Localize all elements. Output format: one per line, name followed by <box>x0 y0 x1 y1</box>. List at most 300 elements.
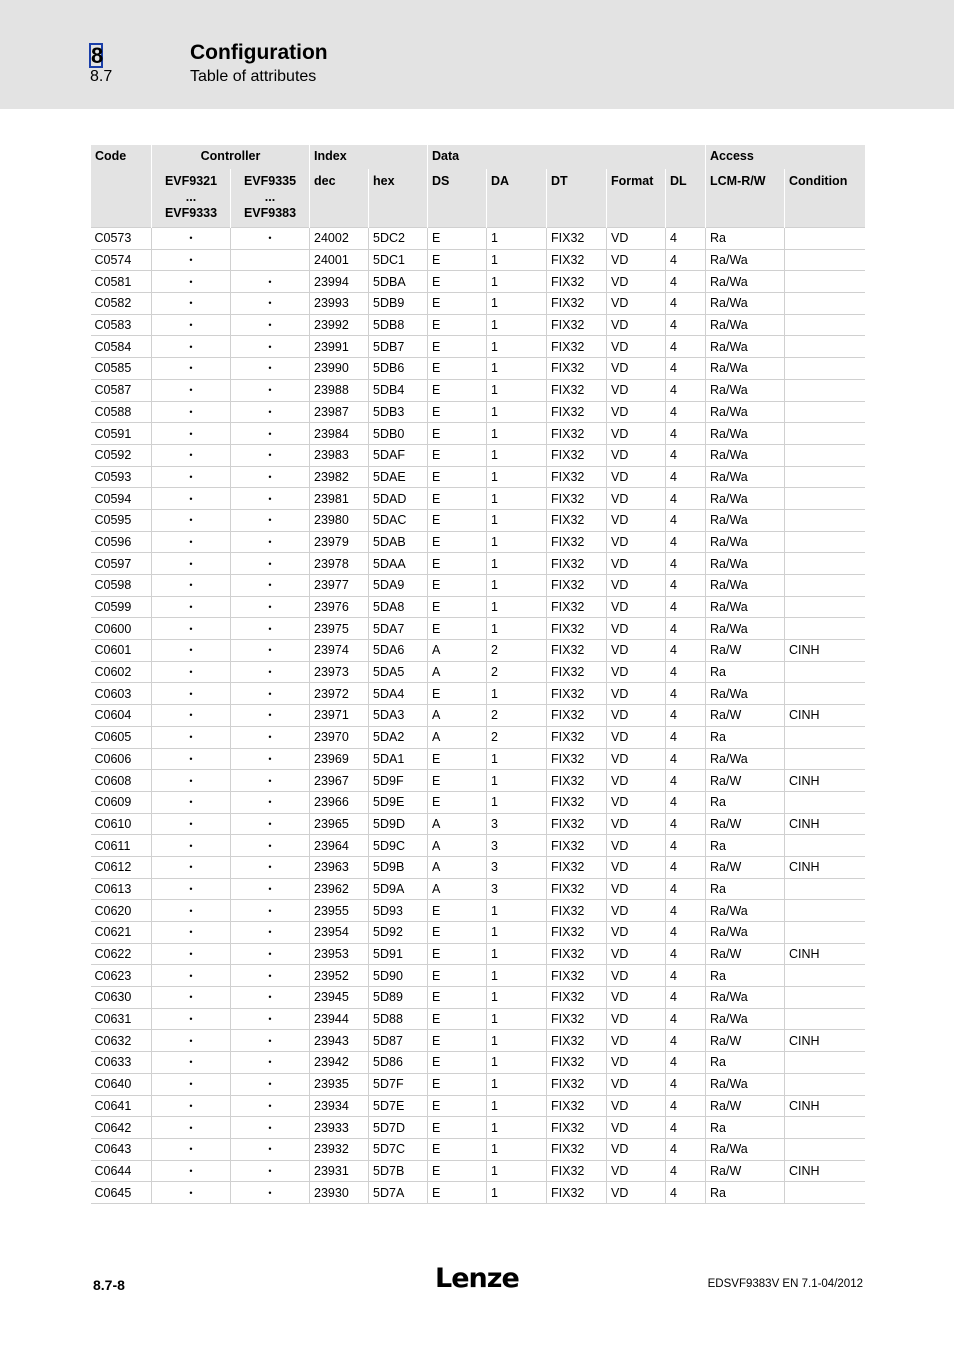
cell-format: VD <box>607 314 666 336</box>
header-hex: hex <box>369 169 428 228</box>
cell-da: 1 <box>487 271 547 293</box>
header-da: DA <box>487 169 547 228</box>
cell-hex: 5D7E <box>369 1095 428 1117</box>
cell-format: VD <box>607 575 666 597</box>
cell-da: 3 <box>487 856 547 878</box>
cell-da: 2 <box>487 661 547 683</box>
cell-format: VD <box>607 640 666 662</box>
cell-condition <box>785 401 865 423</box>
cell-code: C0594 <box>91 488 152 510</box>
cell-dl: 4 <box>666 813 706 835</box>
cell-format: VD <box>607 509 666 531</box>
cell-evf9335: • <box>231 856 310 878</box>
cell-evf9321: • <box>152 770 231 792</box>
cell-lcm: Ra/Wa <box>706 293 785 315</box>
cell-lcm: Ra/Wa <box>706 683 785 705</box>
cell-dt: FIX32 <box>547 466 607 488</box>
cell-ds: E <box>428 401 487 423</box>
header-dt: DT <box>547 169 607 228</box>
cell-da: 1 <box>487 943 547 965</box>
cell-hex: 5DA3 <box>369 705 428 727</box>
cell-dt: FIX32 <box>547 596 607 618</box>
cell-hex: 5DAD <box>369 488 428 510</box>
table-row <box>91 509 865 531</box>
table-row <box>91 618 865 640</box>
cell-code: C0643 <box>91 1138 152 1160</box>
cell-condition: CINH <box>785 813 865 835</box>
cell-format: VD <box>607 1008 666 1030</box>
table-row <box>91 553 865 575</box>
cell-ds: E <box>428 770 487 792</box>
cell-evf9321: • <box>152 314 231 336</box>
cell-evf9321: • <box>152 1138 231 1160</box>
cell-dt: FIX32 <box>547 965 607 987</box>
cell-evf9321: • <box>152 293 231 315</box>
cell-code: C0583 <box>91 314 152 336</box>
cell-evf9321: • <box>152 358 231 380</box>
cell-dl: 4 <box>666 1052 706 1074</box>
cell-format: VD <box>607 249 666 271</box>
cell-evf9321: • <box>152 553 231 575</box>
cell-dec: 23983 <box>310 444 369 466</box>
table-row <box>91 813 865 835</box>
cell-evf9335: • <box>231 336 310 358</box>
cell-hex: 5D9B <box>369 856 428 878</box>
cell-format: VD <box>607 943 666 965</box>
cell-format: VD <box>607 856 666 878</box>
cell-format: VD <box>607 965 666 987</box>
table-row <box>91 575 865 597</box>
cell-dt: FIX32 <box>547 228 607 250</box>
cell-lcm: Ra/Wa <box>706 336 785 358</box>
cell-condition <box>785 1073 865 1095</box>
cell-da: 1 <box>487 444 547 466</box>
cell-code: C0592 <box>91 444 152 466</box>
cell-dec: 23992 <box>310 314 369 336</box>
cell-lcm: Ra/Wa <box>706 987 785 1009</box>
cell-evf9335: • <box>231 509 310 531</box>
cell-format: VD <box>607 401 666 423</box>
cell-format: VD <box>607 1182 666 1204</box>
cell-code: C0597 <box>91 553 152 575</box>
cell-hex: 5DAA <box>369 553 428 575</box>
cell-condition <box>785 683 865 705</box>
table-row <box>91 596 865 618</box>
cell-condition: CINH <box>785 943 865 965</box>
cell-format: VD <box>607 1052 666 1074</box>
cell-lcm: Ra/Wa <box>706 379 785 401</box>
cell-ds: E <box>428 1095 487 1117</box>
table-row <box>91 228 865 250</box>
cell-dt: FIX32 <box>547 856 607 878</box>
cell-ds: A <box>428 661 487 683</box>
cell-ds: A <box>428 813 487 835</box>
cell-da: 3 <box>487 813 547 835</box>
cell-lcm: Ra/Wa <box>706 900 785 922</box>
cell-evf9321: • <box>152 575 231 597</box>
cell-hex: 5D9E <box>369 791 428 813</box>
cell-hex: 5DA7 <box>369 618 428 640</box>
cell-format: VD <box>607 1073 666 1095</box>
cell-evf9335: • <box>231 878 310 900</box>
cell-format: VD <box>607 661 666 683</box>
cell-ds: E <box>428 249 487 271</box>
cell-format: VD <box>607 1095 666 1117</box>
header-format: Format <box>607 169 666 228</box>
cell-condition <box>785 878 865 900</box>
cell-ds: E <box>428 618 487 640</box>
cell-evf9335: • <box>231 466 310 488</box>
cell-evf9321: • <box>152 705 231 727</box>
cell-hex: 5DA6 <box>369 640 428 662</box>
cell-dt: FIX32 <box>547 314 607 336</box>
cell-dt: FIX32 <box>547 444 607 466</box>
cell-lcm: Ra/Wa <box>706 444 785 466</box>
cell-condition <box>785 661 865 683</box>
cell-da: 3 <box>487 878 547 900</box>
cell-dec: 23979 <box>310 531 369 553</box>
cell-lcm: Ra/Wa <box>706 1138 785 1160</box>
cell-condition: CINH <box>785 640 865 662</box>
cell-dt: FIX32 <box>547 1073 607 1095</box>
cell-condition <box>785 249 865 271</box>
cell-hex: 5DB9 <box>369 293 428 315</box>
cell-hex: 5D7C <box>369 1138 428 1160</box>
table-row <box>91 1008 865 1030</box>
cell-ds: E <box>428 358 487 380</box>
cell-condition: CINH <box>785 705 865 727</box>
cell-dl: 4 <box>666 987 706 1009</box>
cell-hex: 5D88 <box>369 1008 428 1030</box>
cell-dt: FIX32 <box>547 683 607 705</box>
cell-code: C0641 <box>91 1095 152 1117</box>
cell-code: C0598 <box>91 575 152 597</box>
cell-code: C0582 <box>91 293 152 315</box>
cell-ds: A <box>428 726 487 748</box>
cell-evf9321: • <box>152 856 231 878</box>
cell-dl: 4 <box>666 856 706 878</box>
cell-dt: FIX32 <box>547 401 607 423</box>
cell-condition <box>785 358 865 380</box>
cell-evf9321: • <box>152 401 231 423</box>
cell-condition <box>785 922 865 944</box>
header-data: Data <box>428 145 706 169</box>
cell-hex: 5DAF <box>369 444 428 466</box>
cell-lcm: Ra/Wa <box>706 596 785 618</box>
cell-hex: 5DA9 <box>369 575 428 597</box>
cell-dt: FIX32 <box>547 1117 607 1139</box>
document-id: EDSVF9383V EN 7.1-04/2012 <box>707 1278 863 1290</box>
cell-evf9321: • <box>152 683 231 705</box>
cell-dl: 4 <box>666 965 706 987</box>
cell-dl: 4 <box>666 943 706 965</box>
cell-lcm: Ra/Wa <box>706 271 785 293</box>
cell-lcm: Ra/Wa <box>706 314 785 336</box>
cell-condition <box>785 618 865 640</box>
cell-condition <box>785 791 865 813</box>
cell-dec: 23955 <box>310 900 369 922</box>
cell-dl: 4 <box>666 878 706 900</box>
cell-evf9321: • <box>152 228 231 250</box>
cell-dt: FIX32 <box>547 618 607 640</box>
cell-dec: 24002 <box>310 228 369 250</box>
cell-hex: 5DB8 <box>369 314 428 336</box>
table-row <box>91 835 865 857</box>
cell-dec: 23931 <box>310 1160 369 1182</box>
cell-format: VD <box>607 726 666 748</box>
cell-condition: CINH <box>785 1095 865 1117</box>
cell-dec: 23934 <box>310 1095 369 1117</box>
table-row <box>91 1052 865 1074</box>
cell-dl: 4 <box>666 618 706 640</box>
cell-dec: 23964 <box>310 835 369 857</box>
table-row <box>91 683 865 705</box>
cell-evf9335: • <box>231 965 310 987</box>
cell-lcm: Ra <box>706 791 785 813</box>
cell-hex: 5D89 <box>369 987 428 1009</box>
cell-code: C0606 <box>91 748 152 770</box>
cell-evf9321: • <box>152 922 231 944</box>
cell-format: VD <box>607 293 666 315</box>
cell-da: 1 <box>487 596 547 618</box>
cell-ds: E <box>428 1052 487 1074</box>
cell-code: C0588 <box>91 401 152 423</box>
cell-code: C0609 <box>91 791 152 813</box>
cell-evf9335: • <box>231 922 310 944</box>
cell-dec: 23990 <box>310 358 369 380</box>
header-evf9335: EVF9335 ... EVF9383 <box>231 169 310 228</box>
cell-da: 1 <box>487 314 547 336</box>
cell-dec: 23962 <box>310 878 369 900</box>
cell-condition <box>785 1182 865 1204</box>
table-row <box>91 1182 865 1204</box>
cell-dec: 23965 <box>310 813 369 835</box>
cell-da: 1 <box>487 1008 547 1030</box>
table-row <box>91 1030 865 1052</box>
cell-lcm: Ra/W <box>706 1030 785 1052</box>
table-row <box>91 423 865 445</box>
cell-hex: 5D9C <box>369 835 428 857</box>
cell-dl: 4 <box>666 336 706 358</box>
cell-ds: E <box>428 791 487 813</box>
cell-dl: 4 <box>666 900 706 922</box>
cell-dec: 23971 <box>310 705 369 727</box>
cell-dec: 23993 <box>310 293 369 315</box>
cell-dl: 4 <box>666 358 706 380</box>
cell-lcm: Ra/Wa <box>706 249 785 271</box>
cell-condition <box>785 965 865 987</box>
cell-evf9321: • <box>152 900 231 922</box>
cell-evf9335: • <box>231 1182 310 1204</box>
cell-lcm: Ra <box>706 228 785 250</box>
cell-da: 1 <box>487 965 547 987</box>
cell-evf9335: • <box>231 813 310 835</box>
cell-dt: FIX32 <box>547 271 607 293</box>
cell-ds: A <box>428 705 487 727</box>
cell-evf9321: • <box>152 1182 231 1204</box>
cell-evf9321: • <box>152 336 231 358</box>
cell-format: VD <box>607 1117 666 1139</box>
cell-ds: E <box>428 293 487 315</box>
cell-evf9335: • <box>231 314 310 336</box>
cell-dl: 4 <box>666 705 706 727</box>
cell-condition <box>785 1052 865 1074</box>
cell-da: 1 <box>487 401 547 423</box>
cell-condition <box>785 228 865 250</box>
cell-code: C0621 <box>91 922 152 944</box>
cell-evf9335: • <box>231 531 310 553</box>
cell-dec: 23945 <box>310 987 369 1009</box>
cell-ds: E <box>428 444 487 466</box>
cell-condition <box>785 379 865 401</box>
cell-evf9321: • <box>152 1008 231 1030</box>
table-row <box>91 661 865 683</box>
table-row <box>91 466 865 488</box>
cell-dt: FIX32 <box>547 640 607 662</box>
cell-lcm: Ra <box>706 661 785 683</box>
cell-evf9321: • <box>152 379 231 401</box>
cell-lcm: Ra/Wa <box>706 618 785 640</box>
cell-hex: 5DB0 <box>369 423 428 445</box>
cell-ds: A <box>428 856 487 878</box>
cell-dl: 4 <box>666 640 706 662</box>
cell-da: 1 <box>487 466 547 488</box>
cell-dec: 23976 <box>310 596 369 618</box>
cell-code: C0630 <box>91 987 152 1009</box>
cell-lcm: Ra <box>706 878 785 900</box>
cell-dl: 4 <box>666 835 706 857</box>
cell-dl: 4 <box>666 1073 706 1095</box>
cell-evf9321: • <box>152 640 231 662</box>
cell-evf9335: • <box>231 987 310 1009</box>
cell-lcm: Ra/Wa <box>706 748 785 770</box>
cell-code: C0640 <box>91 1073 152 1095</box>
table-row <box>91 271 865 293</box>
cell-hex: 5DC2 <box>369 228 428 250</box>
cell-evf9335: • <box>231 488 310 510</box>
cell-condition <box>785 444 865 466</box>
cell-hex: 5DB4 <box>369 379 428 401</box>
cell-dec: 23987 <box>310 401 369 423</box>
cell-hex: 5D91 <box>369 943 428 965</box>
cell-code: C0584 <box>91 336 152 358</box>
cell-da: 1 <box>487 423 547 445</box>
cell-dec: 23980 <box>310 509 369 531</box>
cell-hex: 5DAB <box>369 531 428 553</box>
table-row <box>91 878 865 900</box>
cell-condition: CINH <box>785 1160 865 1182</box>
cell-dec: 23944 <box>310 1008 369 1030</box>
cell-evf9335: • <box>231 1095 310 1117</box>
cell-code: C0573 <box>91 228 152 250</box>
table-row <box>91 1073 865 1095</box>
cell-dt: FIX32 <box>547 1160 607 1182</box>
cell-evf9321: • <box>152 726 231 748</box>
cell-dec: 23991 <box>310 336 369 358</box>
cell-ds: E <box>428 553 487 575</box>
cell-format: VD <box>607 596 666 618</box>
cell-dt: FIX32 <box>547 922 607 944</box>
table-row <box>91 640 865 662</box>
cell-da: 1 <box>487 509 547 531</box>
cell-dec: 23994 <box>310 271 369 293</box>
cell-evf9335: • <box>231 1052 310 1074</box>
cell-dt: FIX32 <box>547 1095 607 1117</box>
cell-evf9335: • <box>231 618 310 640</box>
cell-dl: 4 <box>666 444 706 466</box>
cell-dt: FIX32 <box>547 748 607 770</box>
cell-code: C0593 <box>91 466 152 488</box>
cell-dec: 23930 <box>310 1182 369 1204</box>
cell-da: 1 <box>487 358 547 380</box>
cell-da: 1 <box>487 293 547 315</box>
cell-hex: 5DAC <box>369 509 428 531</box>
cell-format: VD <box>607 488 666 510</box>
cell-evf9335: • <box>231 640 310 662</box>
cell-dt: FIX32 <box>547 509 607 531</box>
cell-code: C0605 <box>91 726 152 748</box>
cell-condition <box>785 336 865 358</box>
cell-condition <box>785 1008 865 1030</box>
cell-condition <box>785 748 865 770</box>
cell-condition <box>785 987 865 1009</box>
table-row <box>91 900 865 922</box>
cell-da: 1 <box>487 1138 547 1160</box>
cell-evf9335: • <box>231 228 310 250</box>
cell-format: VD <box>607 1160 666 1182</box>
cell-evf9321: • <box>152 423 231 445</box>
cell-lcm: Ra/Wa <box>706 488 785 510</box>
cell-hex: 5D9A <box>369 878 428 900</box>
cell-da: 2 <box>487 705 547 727</box>
table-row <box>91 249 865 271</box>
cell-dec: 23943 <box>310 1030 369 1052</box>
page-number: 8.7-8 <box>93 1277 125 1293</box>
cell-condition <box>785 596 865 618</box>
cell-format: VD <box>607 791 666 813</box>
cell-dec: 23984 <box>310 423 369 445</box>
cell-format: VD <box>607 705 666 727</box>
chapter-number-link[interactable]: 8 <box>91 43 104 68</box>
cell-ds: E <box>428 596 487 618</box>
cell-dl: 4 <box>666 423 706 445</box>
cell-condition <box>785 314 865 336</box>
table-row <box>91 1138 865 1160</box>
cell-condition <box>785 531 865 553</box>
cell-da: 1 <box>487 922 547 944</box>
cell-code: C0645 <box>91 1182 152 1204</box>
cell-dec: 23969 <box>310 748 369 770</box>
cell-evf9321: • <box>152 748 231 770</box>
cell-code: C0642 <box>91 1117 152 1139</box>
cell-dt: FIX32 <box>547 661 607 683</box>
cell-da: 1 <box>487 379 547 401</box>
lenze-logo: Lenze <box>435 1263 519 1294</box>
table-row <box>91 965 865 987</box>
cell-dec: 23974 <box>310 640 369 662</box>
cell-evf9321: • <box>152 444 231 466</box>
cell-dec: 23970 <box>310 726 369 748</box>
cell-format: VD <box>607 358 666 380</box>
cell-lcm: Ra/Wa <box>706 531 785 553</box>
cell-dl: 4 <box>666 488 706 510</box>
cell-code: C0604 <box>91 705 152 727</box>
cell-format: VD <box>607 618 666 640</box>
cell-dt: FIX32 <box>547 575 607 597</box>
cell-hex: 5D9D <box>369 813 428 835</box>
cell-dt: FIX32 <box>547 293 607 315</box>
cell-hex: 5DA5 <box>369 661 428 683</box>
